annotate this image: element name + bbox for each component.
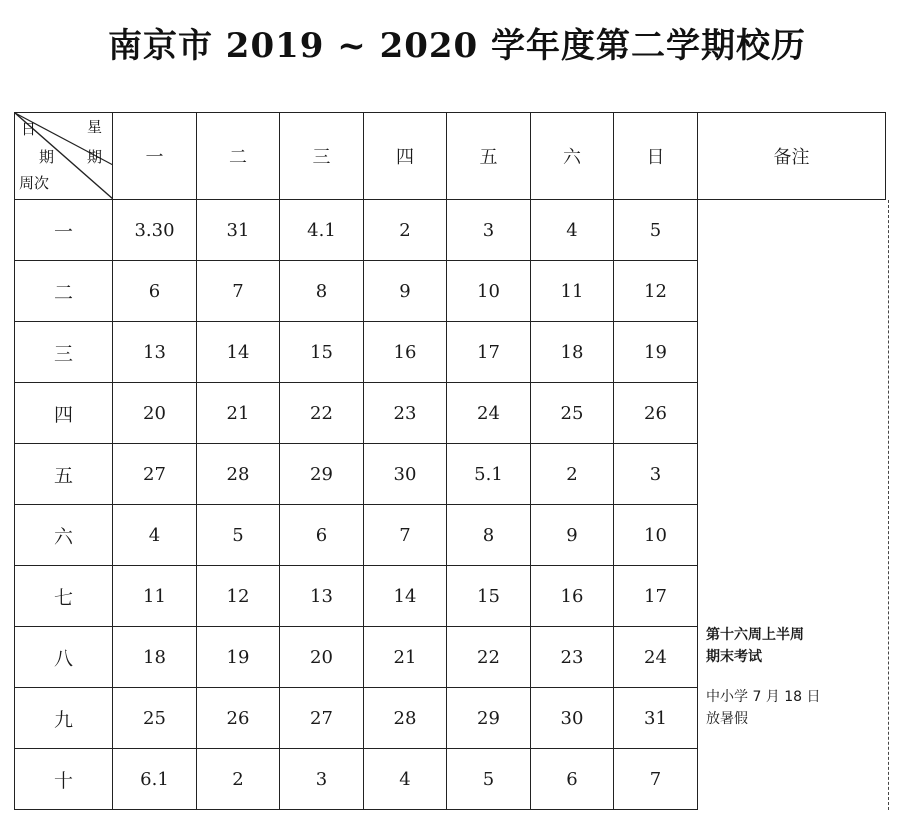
date-cell: 22 xyxy=(447,627,531,688)
day-header-sat: 六 xyxy=(531,113,614,200)
date-cell: 28 xyxy=(364,688,447,749)
note-line-3: 中小学 7 月 18 日 xyxy=(706,689,821,705)
day-header-tue: 二 xyxy=(197,113,280,200)
date-cell: 23 xyxy=(531,627,614,688)
date-cell: 11 xyxy=(113,566,197,627)
corner-label-qi-left: 期 xyxy=(39,148,55,166)
date-cell: 28 xyxy=(197,444,280,505)
date-cell: 21 xyxy=(364,627,447,688)
date-cell: 24 xyxy=(614,627,698,688)
week-label: 四 xyxy=(15,383,113,444)
date-cell: 8 xyxy=(447,505,531,566)
corner-label-xing: 星 xyxy=(87,118,103,136)
date-cell: 4 xyxy=(364,749,447,810)
week-label: 六 xyxy=(15,505,113,566)
day-header-sun: 日 xyxy=(614,113,698,200)
week-label: 九 xyxy=(15,688,113,749)
date-cell: 9 xyxy=(364,261,447,322)
note-line-2: 期末考试 xyxy=(706,649,762,665)
date-cell: 26 xyxy=(614,383,698,444)
day-header-mon: 一 xyxy=(113,113,197,200)
notes-header: 备注 xyxy=(698,113,886,200)
date-cell: 19 xyxy=(614,322,698,383)
week-label: 二 xyxy=(15,261,113,322)
date-cell: 3 xyxy=(447,200,531,261)
date-cell: 6 xyxy=(280,505,364,566)
date-cell: 11 xyxy=(531,261,614,322)
page-title: 南京市 2019 ~ 2020 学年度第二学期校历 xyxy=(107,26,807,66)
week-label: 一 xyxy=(15,200,113,261)
date-cell: 6 xyxy=(113,261,197,322)
date-cell: 12 xyxy=(614,261,698,322)
date-cell: 5 xyxy=(197,505,280,566)
date-cell: 14 xyxy=(197,322,280,383)
date-cell: 7 xyxy=(364,505,447,566)
date-cell: 16 xyxy=(364,322,447,383)
day-header-wed: 三 xyxy=(280,113,364,200)
date-cell: 2 xyxy=(364,200,447,261)
date-cell: 16 xyxy=(531,566,614,627)
date-cell: 12 xyxy=(197,566,280,627)
note-line-4: 放暑假 xyxy=(706,711,748,727)
week-label: 七 xyxy=(15,566,113,627)
date-cell: 17 xyxy=(447,322,531,383)
date-cell: 24 xyxy=(447,383,531,444)
week-label: 十 xyxy=(15,749,113,810)
date-cell: 6.1 xyxy=(113,749,197,810)
date-cell: 2 xyxy=(197,749,280,810)
date-cell: 30 xyxy=(364,444,447,505)
date-cell: 30 xyxy=(531,688,614,749)
date-cell: 13 xyxy=(113,322,197,383)
date-cell: 27 xyxy=(280,688,364,749)
date-cell: 4 xyxy=(531,200,614,261)
date-cell: 3.30 xyxy=(113,200,197,261)
date-cell: 10 xyxy=(614,505,698,566)
date-cell: 20 xyxy=(113,383,197,444)
date-cell: 23 xyxy=(364,383,447,444)
date-cell: 5.1 xyxy=(447,444,531,505)
date-cell: 25 xyxy=(113,688,197,749)
date-cell: 15 xyxy=(447,566,531,627)
week-label: 五 xyxy=(15,444,113,505)
date-cell: 17 xyxy=(614,566,698,627)
day-header-thu: 四 xyxy=(364,113,447,200)
date-cell: 3 xyxy=(280,749,364,810)
corner-label-zhouci: 周次 xyxy=(19,174,50,192)
date-cell: 31 xyxy=(197,200,280,261)
date-cell: 10 xyxy=(447,261,531,322)
day-header-fri: 五 xyxy=(447,113,531,200)
corner-label-qi-right: 期 xyxy=(87,148,103,166)
date-cell: 15 xyxy=(280,322,364,383)
header-row xyxy=(15,113,886,200)
date-cell: 2 xyxy=(531,444,614,505)
date-cell: 13 xyxy=(280,566,364,627)
date-cell: 21 xyxy=(197,383,280,444)
date-cell: 5 xyxy=(614,200,698,261)
corner-label-ri: 日 xyxy=(21,120,37,138)
date-cell: 6 xyxy=(531,749,614,810)
week-label: 三 xyxy=(15,322,113,383)
date-cell: 19 xyxy=(197,627,280,688)
date-cell: 18 xyxy=(113,627,197,688)
notes-cell xyxy=(698,200,886,810)
date-cell: 20 xyxy=(280,627,364,688)
date-cell: 3 xyxy=(614,444,698,505)
date-cell: 18 xyxy=(531,322,614,383)
notes-text xyxy=(706,624,876,730)
date-cell: 9 xyxy=(531,505,614,566)
date-cell: 29 xyxy=(280,444,364,505)
date-cell: 29 xyxy=(447,688,531,749)
note-line-1: 第十六周上半周 xyxy=(706,627,804,643)
date-cell: 8 xyxy=(280,261,364,322)
week-row xyxy=(15,200,886,261)
date-cell: 31 xyxy=(614,688,698,749)
corner-header-cell xyxy=(15,113,113,200)
date-cell: 27 xyxy=(113,444,197,505)
notes-right-border xyxy=(888,200,889,810)
date-cell: 26 xyxy=(197,688,280,749)
date-cell: 7 xyxy=(614,749,698,810)
date-cell: 5 xyxy=(447,749,531,810)
date-cell: 4.1 xyxy=(280,200,364,261)
date-cell: 14 xyxy=(364,566,447,627)
school-calendar-table xyxy=(14,112,886,810)
date-cell: 7 xyxy=(197,261,280,322)
date-cell: 4 xyxy=(113,505,197,566)
date-cell: 22 xyxy=(280,383,364,444)
week-label: 八 xyxy=(15,627,113,688)
date-cell: 25 xyxy=(531,383,614,444)
